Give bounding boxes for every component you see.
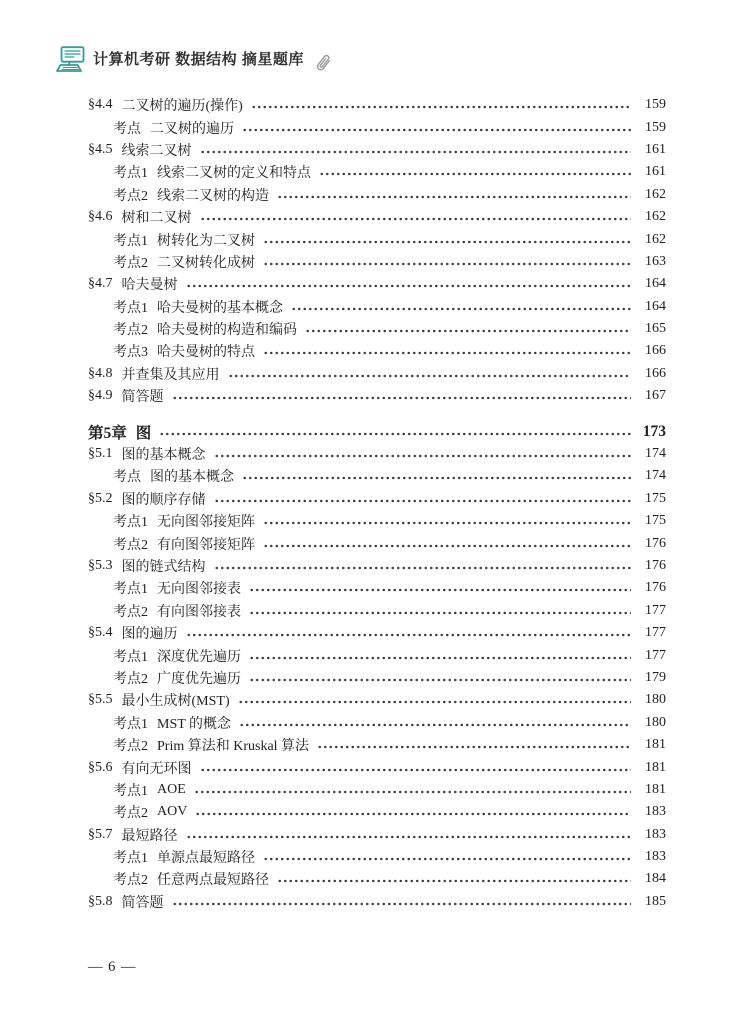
toc-entry bbox=[88, 363, 666, 385]
dotted-leader bbox=[251, 105, 631, 109]
dotted-leader bbox=[238, 700, 631, 704]
toc-entry bbox=[88, 206, 666, 228]
toc-entry-title: 二叉树的遍历 bbox=[150, 121, 234, 137]
dotted-leader bbox=[200, 217, 632, 221]
toc-entry-page: 164 bbox=[645, 276, 666, 292]
toc-entry-id: 考点1 bbox=[113, 166, 148, 182]
toc-entry-page: 180 bbox=[645, 692, 666, 708]
dotted-leader bbox=[186, 835, 632, 839]
dotted-leader bbox=[242, 128, 631, 132]
toc-entry-page: 183 bbox=[645, 804, 666, 820]
toc-entry-id: §4.5 bbox=[88, 141, 113, 157]
toc-entry-page: 159 bbox=[645, 119, 666, 135]
toc-entry-page: 176 bbox=[645, 580, 666, 596]
toc-entry-page: 177 bbox=[645, 625, 666, 641]
toc-entry bbox=[88, 385, 666, 407]
toc-entry-id: 考点2 bbox=[113, 873, 148, 889]
toc-entry bbox=[88, 577, 666, 599]
toc-entry-title: 树和二叉树 bbox=[121, 211, 192, 227]
toc-entry-title: 图的基本概念 bbox=[121, 448, 206, 464]
toc-entry-page: 165 bbox=[645, 321, 666, 337]
dotted-leader bbox=[249, 611, 631, 615]
toc-entry bbox=[88, 161, 666, 183]
toc-entry-title: 图的顺序存储 bbox=[121, 492, 206, 508]
toc-entry-page: 161 bbox=[645, 141, 666, 157]
toc-entry-title: 线索二叉树的构造 bbox=[157, 188, 269, 204]
dotted-leader bbox=[263, 240, 631, 244]
toc-entry bbox=[88, 488, 666, 510]
brand-title: 计算机考研 数据结构 摘星题库 bbox=[93, 51, 304, 68]
toc-entry-id: §5.6 bbox=[88, 759, 113, 775]
toc-entry-title: 哈夫曼树 bbox=[121, 278, 178, 294]
toc-entry-page: 162 bbox=[645, 231, 666, 247]
toc-entry-page: 183 bbox=[645, 849, 666, 865]
toc-entry-title: 无向图邻接矩阵 bbox=[157, 515, 255, 531]
toc-entry-page: 176 bbox=[645, 535, 666, 551]
toc-entry-page: 163 bbox=[645, 253, 666, 269]
toc-entry-id: §5.3 bbox=[88, 558, 113, 573]
toc-entry bbox=[88, 712, 666, 734]
dotted-leader bbox=[172, 902, 632, 906]
toc-entry-title: 并查集及其应用 bbox=[121, 367, 220, 383]
toc-entry bbox=[88, 868, 666, 890]
dotted-leader bbox=[277, 879, 631, 883]
computer-icon bbox=[54, 46, 86, 74]
dotted-leader bbox=[200, 768, 632, 772]
toc-entry-id: 考点3 bbox=[113, 345, 148, 361]
dotted-leader bbox=[194, 790, 631, 794]
toc-entry bbox=[88, 756, 666, 778]
toc-entry bbox=[88, 891, 666, 913]
footer-page-number: — 6 — bbox=[88, 959, 137, 975]
toc-entry-title: 二叉树转化成树 bbox=[157, 255, 255, 271]
toc-entry-id: §4.9 bbox=[88, 388, 113, 404]
dotted-leader bbox=[263, 544, 631, 548]
toc-entry-title: 哈夫曼树的基本概念 bbox=[157, 300, 283, 316]
toc-entry-id: 考点 bbox=[113, 121, 141, 137]
toc-entry bbox=[88, 510, 666, 532]
toc-entry bbox=[88, 340, 666, 362]
toc-entry-title: 广度优先遍历 bbox=[157, 671, 241, 687]
toc-entry-title: 二叉树的遍历(操作) bbox=[121, 99, 243, 115]
toc-entry-page: 181 bbox=[645, 737, 666, 753]
dotted-leader bbox=[239, 723, 631, 727]
toc-entry-title: 哈夫曼树的构造和编码 bbox=[157, 323, 297, 339]
dotted-leader bbox=[195, 812, 631, 816]
toc-entry-id: 考点1 bbox=[113, 233, 148, 249]
toc-entry-id: 考点2 bbox=[113, 604, 148, 620]
toc-entry bbox=[88, 273, 666, 295]
toc-entry bbox=[88, 318, 666, 340]
toc-entry-page: 173 bbox=[642, 422, 666, 440]
dotted-leader bbox=[172, 396, 632, 400]
dotted-leader bbox=[214, 454, 632, 458]
page-footer bbox=[88, 959, 137, 976]
toc-entry-page: 161 bbox=[645, 164, 666, 180]
toc-list bbox=[54, 94, 666, 913]
toc-entry-page: 177 bbox=[645, 602, 666, 618]
toc-entry-title: Prim 算法和 Kruskal 算法 bbox=[157, 739, 310, 755]
dotted-leader bbox=[263, 857, 631, 861]
toc-entry-title: AOV bbox=[157, 804, 188, 820]
toc-entry bbox=[88, 801, 666, 823]
dotted-leader bbox=[200, 150, 632, 154]
toc-entry-page: 181 bbox=[645, 781, 666, 797]
toc-entry-page: 174 bbox=[645, 468, 666, 484]
toc-entry-id: 考点1 bbox=[113, 582, 148, 598]
dotted-leader bbox=[263, 521, 631, 525]
toc-entry-page: 162 bbox=[645, 209, 666, 225]
toc-entry-id: 考点1 bbox=[113, 716, 148, 732]
toc-entry bbox=[88, 667, 666, 689]
toc-entry-id: 考点1 bbox=[113, 515, 148, 531]
toc-entry-id: 考点1 bbox=[113, 851, 148, 867]
toc-entry-title: 最短路径 bbox=[121, 828, 178, 844]
toc-entry-id: 考点1 bbox=[113, 300, 148, 316]
toc-entry-title: 无向图邻接表 bbox=[157, 582, 241, 598]
toc-entry bbox=[88, 734, 666, 756]
toc-entry-title: 线索二叉树 bbox=[121, 143, 192, 159]
toc-entry-id: 考点 bbox=[113, 470, 141, 486]
dotted-leader bbox=[305, 329, 631, 333]
dotted-leader bbox=[249, 678, 631, 682]
toc-entry-page: 181 bbox=[645, 759, 666, 775]
toc-entry bbox=[88, 296, 666, 318]
toc-entry bbox=[88, 644, 666, 666]
toc-entry-id: 第5章 bbox=[88, 424, 127, 442]
toc-entry-page: 166 bbox=[645, 365, 666, 381]
toc-entry-id: 考点2 bbox=[113, 537, 148, 553]
toc-entry-title: 有向无环图 bbox=[121, 761, 192, 777]
toc-entry bbox=[88, 116, 666, 138]
toc-entry-id: §4.7 bbox=[88, 276, 113, 292]
toc-entry-id: §4.6 bbox=[88, 209, 113, 225]
toc-entry bbox=[88, 779, 666, 801]
dotted-leader bbox=[249, 588, 631, 592]
toc-entry bbox=[88, 251, 666, 273]
toc-entry-title: 图的基本概念 bbox=[150, 470, 234, 486]
toc-entry-id: 考点2 bbox=[113, 188, 148, 204]
dotted-leader bbox=[242, 476, 631, 480]
toc-entry-page: 184 bbox=[645, 871, 666, 887]
toc-entry bbox=[88, 443, 666, 465]
dotted-leader bbox=[214, 499, 632, 503]
toc-entry-title: 有向图邻接表 bbox=[157, 604, 241, 620]
dotted-leader bbox=[263, 262, 631, 266]
toc-entry bbox=[88, 555, 666, 577]
toc-entry-id: §5.1 bbox=[88, 446, 113, 462]
toc-entry bbox=[88, 94, 666, 116]
dotted-leader bbox=[249, 656, 631, 660]
toc-entry-page: 185 bbox=[645, 893, 666, 909]
toc-entry-page: 177 bbox=[645, 647, 666, 663]
toc-entry-title: 深度优先遍历 bbox=[157, 649, 241, 665]
toc-entry-page: 183 bbox=[645, 826, 666, 842]
dotted-leader bbox=[186, 284, 632, 288]
toc-entry-page: 176 bbox=[645, 558, 666, 573]
toc-entry bbox=[88, 139, 666, 161]
dotted-leader bbox=[186, 633, 632, 637]
toc-entry-page: 175 bbox=[645, 490, 666, 506]
toc-entry-title: 最小生成树(MST) bbox=[121, 694, 230, 710]
toc-entry-title: 图 bbox=[135, 424, 152, 442]
toc-entry bbox=[88, 846, 666, 868]
toc-entry-id: §4.4 bbox=[88, 97, 113, 113]
toc-entry-page: 179 bbox=[645, 669, 666, 685]
toc-entry-page: 174 bbox=[645, 446, 666, 462]
toc-entry-page: 167 bbox=[645, 388, 666, 404]
page-header bbox=[54, 40, 666, 74]
toc-entry-id: 考点2 bbox=[113, 806, 148, 822]
toc-entry-page: 159 bbox=[645, 97, 666, 113]
toc-chapter-entry bbox=[88, 420, 666, 442]
toc-entry-id: §4.8 bbox=[88, 365, 113, 381]
toc-entry-page: 175 bbox=[645, 513, 666, 529]
toc-entry-id: §5.7 bbox=[88, 826, 113, 842]
toc-entry-id: §5.4 bbox=[88, 625, 113, 641]
toc-entry-title: 线索二叉树的定义和特点 bbox=[157, 166, 311, 182]
dotted-leader bbox=[159, 432, 631, 436]
toc-entry-title: 简答题 bbox=[121, 895, 164, 911]
toc-entry bbox=[88, 465, 666, 487]
toc-entry-id: 考点2 bbox=[113, 671, 148, 687]
toc-entry-title: 有向图邻接矩阵 bbox=[157, 537, 255, 553]
toc-entry-page: 180 bbox=[645, 714, 666, 730]
toc-entry-id: 考点2 bbox=[113, 739, 148, 755]
toc-entry bbox=[88, 689, 666, 711]
toc-entry-title: MST 的概念 bbox=[157, 716, 232, 732]
toc-entry-id: 考点1 bbox=[113, 649, 148, 665]
toc-entry-title: 单源点最短路径 bbox=[157, 851, 255, 867]
dotted-leader bbox=[214, 566, 632, 570]
toc-entry-id: §5.8 bbox=[88, 893, 113, 909]
toc-entry-id: 考点1 bbox=[113, 783, 148, 799]
toc-entry-title: 图的链式结构 bbox=[121, 560, 206, 575]
dotted-leader bbox=[277, 195, 631, 199]
toc-entry-page: 162 bbox=[645, 186, 666, 202]
toc-entry-title: 图的遍历 bbox=[121, 627, 178, 643]
toc-entry bbox=[88, 824, 666, 846]
toc-entry-id: §5.2 bbox=[88, 490, 113, 506]
dotted-leader bbox=[291, 307, 631, 311]
dotted-leader bbox=[228, 374, 632, 378]
toc-entry-id: 考点2 bbox=[113, 255, 148, 271]
toc-entry-title: 哈夫曼树的特点 bbox=[157, 345, 255, 361]
toc-entry-title: AOE bbox=[157, 781, 186, 797]
paperclip-icon bbox=[312, 51, 335, 75]
toc-entry-page: 166 bbox=[645, 343, 666, 359]
toc-entry bbox=[88, 228, 666, 250]
toc-entry-title: 任意两点最短路径 bbox=[157, 873, 269, 889]
toc-entry bbox=[88, 532, 666, 554]
toc-entry bbox=[88, 622, 666, 644]
toc-entry-id: 考点2 bbox=[113, 323, 148, 339]
dotted-leader bbox=[263, 351, 631, 355]
toc-entry-id: §5.5 bbox=[88, 692, 113, 708]
toc-entry-title: 简答题 bbox=[121, 390, 164, 406]
dotted-leader bbox=[319, 172, 631, 176]
toc-entry-title: 树转化为二叉树 bbox=[157, 233, 255, 249]
toc-entry-page: 164 bbox=[645, 298, 666, 314]
dotted-leader bbox=[317, 745, 631, 749]
toc-entry bbox=[88, 184, 666, 206]
toc-entry bbox=[88, 600, 666, 622]
